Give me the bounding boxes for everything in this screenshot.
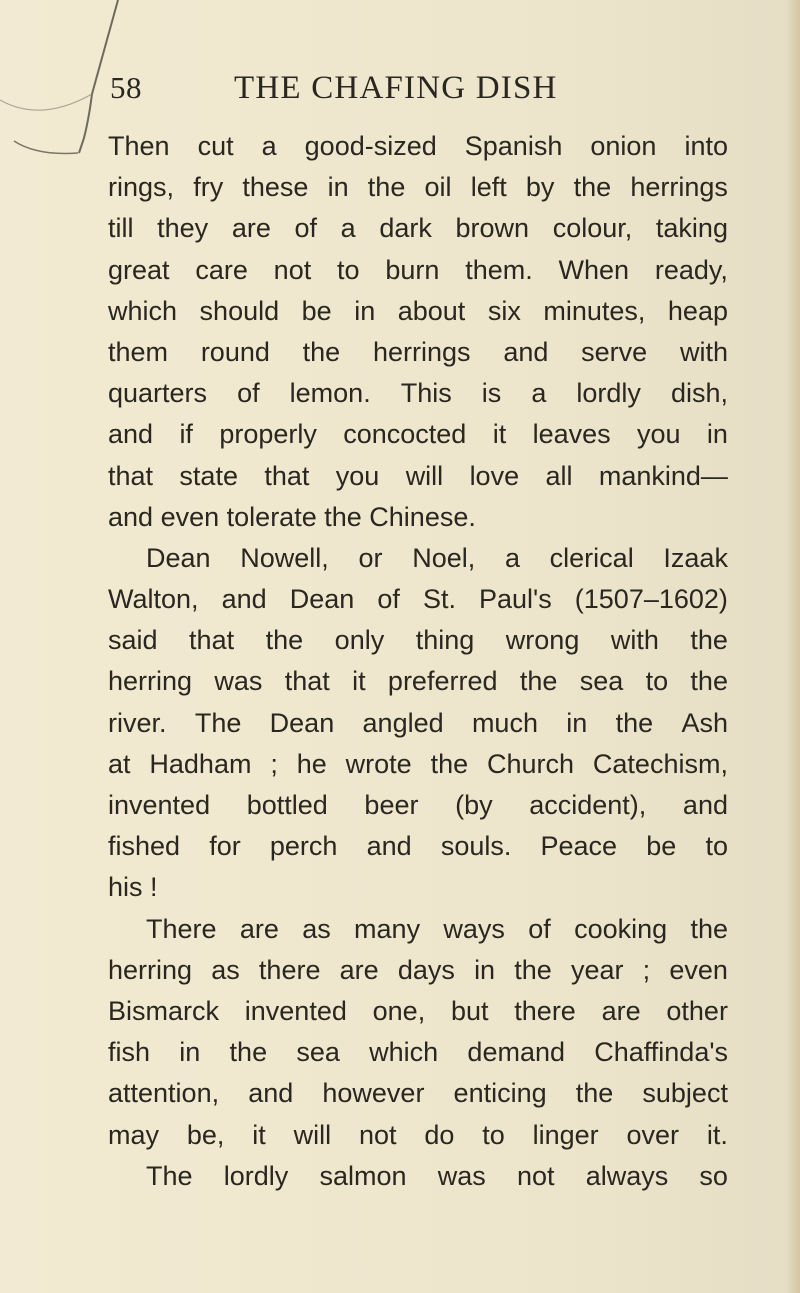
text-line [108, 497, 728, 538]
word: not [273, 254, 312, 285]
word: herrings [630, 172, 728, 203]
word: about [397, 295, 466, 326]
word: mankind— [598, 460, 728, 491]
word: preferred [387, 666, 498, 697]
word: to [482, 1119, 505, 1150]
word: was [437, 1160, 486, 1191]
word: minutes, [543, 295, 646, 326]
word: for [209, 831, 241, 862]
text-line [108, 785, 728, 826]
word: with [679, 336, 728, 367]
word: days [397, 954, 455, 985]
text-line [108, 867, 728, 908]
word: and [221, 584, 267, 615]
word: invented [108, 790, 211, 820]
word: souls. [440, 831, 512, 862]
word: subject [642, 1078, 728, 1109]
word: herring [108, 666, 193, 697]
word: Catechism, [592, 748, 728, 779]
word: one, [372, 995, 426, 1026]
word: When [558, 254, 630, 285]
word: state [179, 460, 238, 491]
word: tolerate [226, 501, 317, 532]
word: demand [467, 1037, 565, 1068]
word: serve [581, 336, 648, 367]
word: in [327, 172, 349, 203]
word: always [585, 1160, 669, 1191]
text-line [108, 1073, 728, 1114]
word: them. [465, 254, 533, 285]
text-line [108, 1156, 728, 1197]
word: do [424, 1119, 455, 1150]
word: thing [415, 625, 475, 656]
word: herring [108, 954, 193, 985]
word: Walton, [108, 584, 199, 615]
word: however [322, 1078, 425, 1109]
word: six [487, 295, 521, 326]
word: and [366, 831, 412, 862]
text-line [108, 661, 728, 702]
word: dish, [670, 378, 728, 409]
text-line [108, 744, 728, 785]
word: the [324, 501, 362, 532]
word: the [229, 1037, 268, 1068]
word: till [108, 213, 134, 244]
word: Paul's [479, 584, 552, 615]
word: as [302, 913, 331, 944]
word: in [706, 419, 728, 450]
word: concocted [343, 419, 467, 450]
word: Spanish [464, 131, 563, 161]
word: ways [443, 913, 505, 944]
word: it [492, 419, 507, 450]
word: ! [150, 872, 158, 903]
word: you [637, 419, 681, 450]
text-line [108, 991, 728, 1032]
word: herrings [372, 336, 471, 367]
word: great [108, 254, 170, 285]
text-line [108, 826, 728, 867]
running-title: THE CHAFING DISH [234, 70, 558, 106]
word: fry [193, 172, 224, 203]
word: salmon [319, 1160, 407, 1191]
word: onion [590, 131, 657, 161]
word: a [531, 378, 547, 409]
word: wrong [505, 625, 580, 656]
word: you [335, 460, 380, 491]
word: of [377, 584, 400, 615]
word: but [450, 995, 489, 1026]
word: Church [486, 748, 575, 779]
word: will [293, 1119, 332, 1150]
word: and [682, 790, 728, 820]
word: even [160, 501, 220, 532]
word: the [430, 748, 469, 779]
word: left [470, 172, 507, 203]
word: that [108, 460, 154, 491]
word: be [301, 295, 332, 326]
word: (1507–1602) [574, 584, 728, 615]
word: Noel, [412, 542, 476, 573]
word: cut [197, 131, 234, 161]
word: the [690, 666, 728, 697]
word: properly [219, 419, 317, 450]
word: as [211, 954, 240, 985]
word: only [334, 625, 385, 656]
word: of [528, 913, 551, 944]
text-line [108, 1032, 728, 1073]
word: care [195, 254, 248, 285]
word: St. [422, 584, 456, 615]
word: it [352, 666, 366, 697]
word: burn [385, 254, 440, 285]
word: colour, [552, 213, 633, 244]
word: to [337, 254, 360, 285]
word: round [200, 336, 270, 367]
word: of [237, 378, 260, 409]
word: Peace [540, 831, 618, 862]
word: cooking [574, 913, 668, 944]
page-number: 58 [110, 70, 142, 105]
word: ; [270, 748, 278, 779]
word: are [231, 213, 271, 244]
word: the [519, 666, 558, 697]
word: in [354, 295, 376, 326]
word: quarters [108, 378, 208, 409]
word: not [358, 1119, 397, 1150]
word: into [684, 131, 728, 161]
word: which [369, 1037, 439, 1068]
text-line [108, 373, 728, 414]
word: much [471, 707, 538, 738]
word: be, [186, 1119, 225, 1150]
word: there [258, 954, 321, 985]
word: a [504, 542, 520, 573]
word: heap [667, 295, 728, 326]
word: the [575, 1078, 614, 1109]
word: them [108, 336, 169, 367]
word: the [690, 913, 728, 944]
word: leaves [532, 419, 611, 450]
word: the [302, 336, 341, 367]
body-text [108, 126, 728, 1197]
word: the [265, 625, 304, 656]
word: to [645, 666, 669, 697]
word: not [516, 1160, 555, 1191]
word: brown [455, 213, 530, 244]
text-line [108, 950, 728, 991]
word: and [108, 501, 154, 532]
word: a [261, 131, 277, 161]
word: enticing [453, 1078, 547, 1109]
word: are [339, 954, 379, 985]
word: the [615, 707, 654, 738]
word: angled [362, 707, 444, 738]
word: This [400, 378, 452, 409]
word: sea [579, 666, 624, 697]
word: by [525, 172, 555, 203]
word: over [626, 1119, 680, 1150]
word: said [108, 625, 158, 656]
word: it. [706, 1119, 728, 1150]
word: beer [364, 790, 419, 820]
text-line [108, 291, 728, 332]
word: to [705, 831, 728, 862]
word: linger [532, 1119, 599, 1150]
word: lemon. [289, 378, 371, 409]
word: that [264, 460, 310, 491]
word: they [157, 213, 209, 244]
word: may [108, 1119, 160, 1150]
word: ; [642, 954, 651, 985]
text-line [108, 208, 728, 249]
word: oil [424, 172, 452, 203]
word: lordly [576, 378, 641, 409]
word: love [469, 460, 520, 491]
word: The [194, 707, 242, 738]
word: even [669, 954, 728, 985]
word: are [239, 913, 279, 944]
word: be [646, 831, 677, 862]
word: his [108, 872, 143, 903]
text-line [108, 909, 728, 950]
word: that [284, 666, 330, 697]
word: many [354, 913, 421, 944]
word: Dean [269, 707, 335, 738]
text-line [108, 538, 728, 579]
word: which [108, 295, 178, 326]
word: of [294, 213, 318, 244]
word: other [666, 995, 728, 1026]
word: clerical [549, 542, 634, 573]
word: fish [108, 1037, 151, 1068]
word: invented [244, 995, 347, 1026]
text-line [108, 1115, 728, 1156]
word: Chaffinda's [594, 1037, 728, 1068]
word: year [570, 954, 624, 985]
word: Chinese. [369, 501, 476, 532]
word: attention, [108, 1078, 220, 1109]
word: if [179, 419, 193, 450]
text-line [108, 167, 728, 208]
word: and [248, 1078, 294, 1109]
word: Ash [681, 707, 728, 738]
word: the [573, 172, 612, 203]
word: perch [269, 831, 338, 862]
word: ready, [654, 254, 728, 285]
word: good-sized [304, 131, 437, 161]
word: was [214, 666, 263, 697]
word: sea [296, 1037, 340, 1068]
word: taking [655, 213, 728, 244]
word: Dean [289, 584, 355, 615]
word: all [545, 460, 573, 491]
word: he [296, 748, 327, 779]
word: wrote [345, 748, 412, 779]
word: or [358, 542, 383, 573]
word: that [189, 625, 235, 656]
word: will [405, 460, 444, 491]
word: these [242, 172, 309, 203]
word: Then [108, 131, 170, 161]
word: is [481, 378, 502, 409]
word: in [179, 1037, 201, 1068]
text-line [108, 703, 728, 744]
word: dark [379, 213, 432, 244]
word: accident), [529, 790, 647, 820]
word: lordly [223, 1160, 289, 1191]
word: and [503, 336, 549, 367]
word: and [108, 419, 154, 450]
word: bottled [246, 790, 328, 820]
word: it [252, 1119, 266, 1150]
page-header [110, 68, 730, 112]
text-line [108, 579, 728, 620]
word: fished [108, 831, 181, 862]
text-line [108, 126, 728, 167]
word: There [146, 913, 217, 944]
word: Nowell, [240, 542, 329, 573]
word: Izaak [663, 542, 728, 573]
word: in [474, 954, 496, 985]
word: there [514, 995, 576, 1026]
word: The [146, 1160, 193, 1191]
word: Hadham [149, 748, 252, 779]
word: the [690, 625, 728, 656]
word: rings, [108, 172, 175, 203]
word: so [699, 1160, 728, 1191]
word: in [566, 707, 588, 738]
word: the [514, 954, 552, 985]
word: Bismarck [108, 995, 220, 1026]
word: river. [108, 707, 167, 738]
text-line [108, 332, 728, 373]
word: Dean [146, 542, 211, 573]
page-edge-shadow [786, 0, 800, 1293]
text-line [108, 250, 728, 291]
word: (by [455, 790, 493, 820]
text-line [108, 620, 728, 661]
text-line [108, 414, 728, 455]
word: at [108, 748, 131, 779]
word: a [340, 213, 356, 244]
word: the [367, 172, 406, 203]
word: with [610, 625, 659, 656]
word: are [601, 995, 641, 1026]
word: should [199, 295, 280, 326]
text-line [108, 456, 728, 497]
